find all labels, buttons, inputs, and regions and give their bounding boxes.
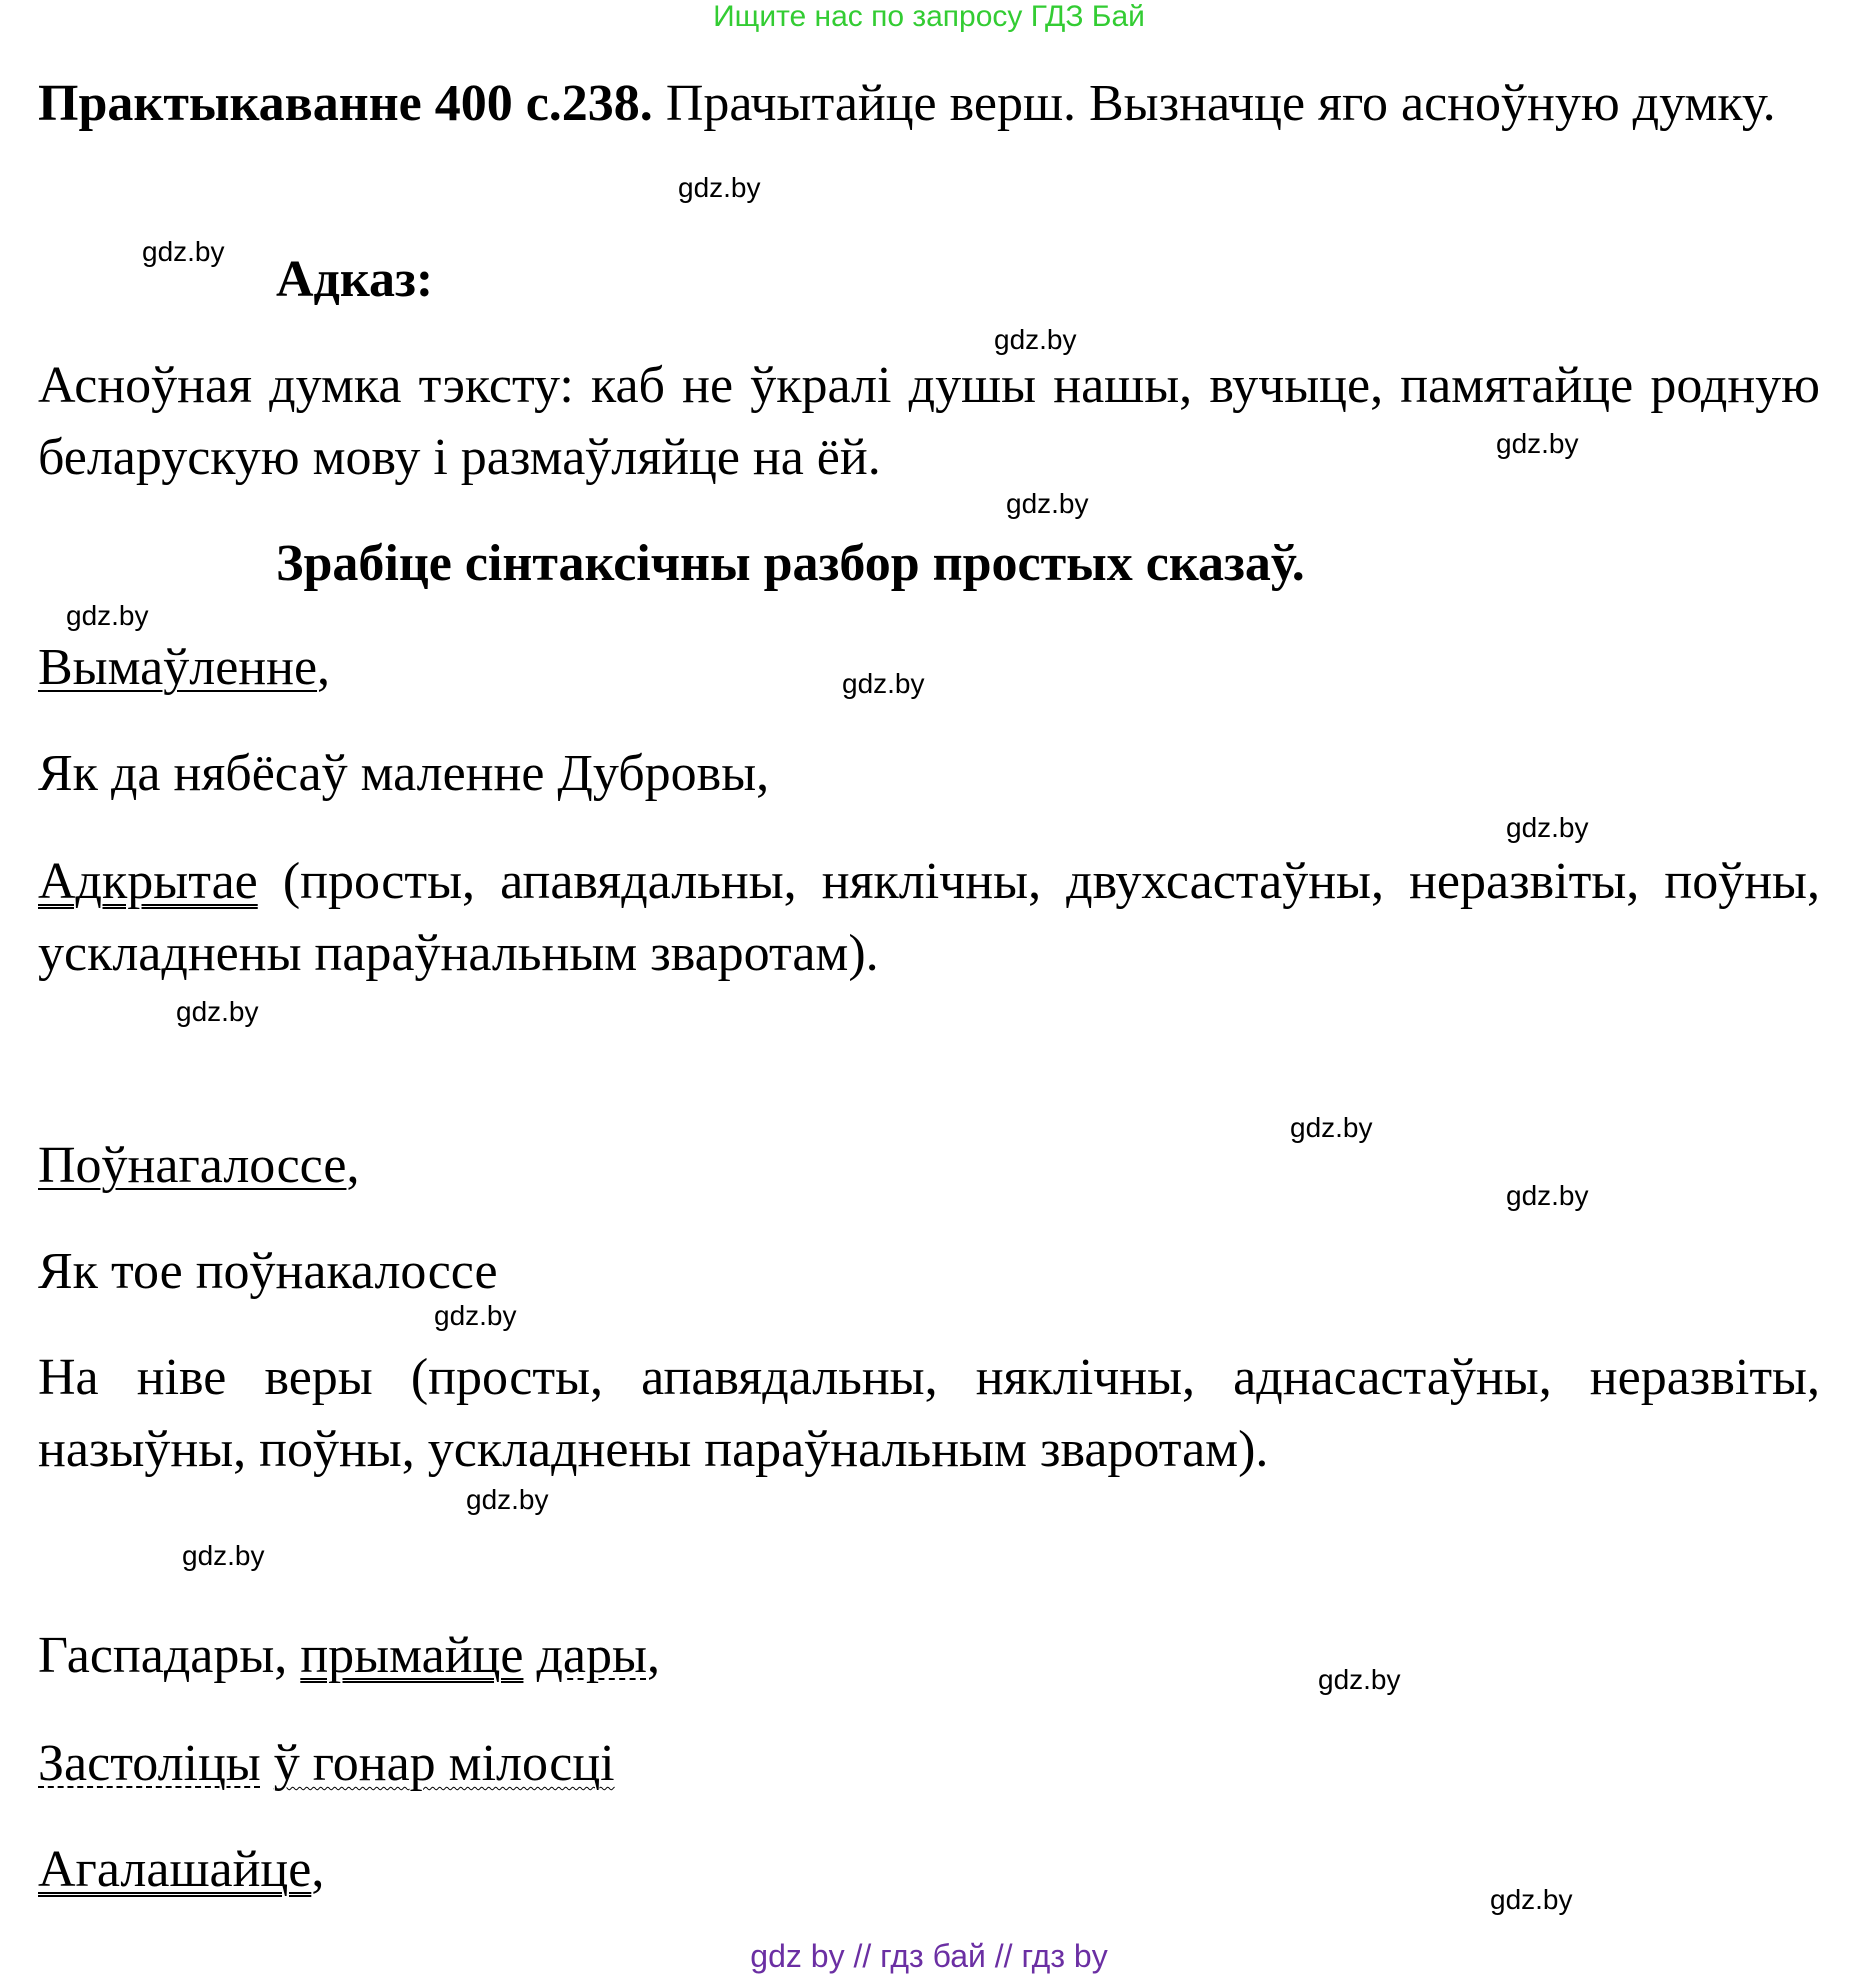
syntax-heading: Зрабіце сінтаксічны разбор простых сказаў.: [276, 535, 1305, 592]
sentence3-address: Гаспадары,: [38, 1627, 301, 1684]
sentence1-analysis: (просты, апавядальны, няклічны, двухсастаўны, неразвіты, поўны, ускладнены параўнальным зваротам).: [38, 853, 1820, 982]
sentence1-punct: ,: [317, 639, 331, 696]
watermark: gdz.by: [1506, 812, 1589, 843]
sentence3-line1: [38, 1620, 1820, 1692]
footer-links: gdz by // гдз бай // гдз by: [750, 1938, 1108, 1974]
task-text: Прачытайце верш. Вызначце яго асноўную думку.: [652, 75, 1776, 132]
watermark: gdz.by: [1290, 1112, 1373, 1143]
sentence3-object: дары: [536, 1627, 647, 1684]
sentence1-subject: Вымаўленне: [38, 639, 318, 696]
sentence3-line2-object: Застоліцы: [38, 1735, 261, 1792]
sentence2-line3: На ніве веры (просты, апавядальны, няклічны, аднасастаўны, неразвіты, назыўны, поўны, ускладнены параўнальным зваротам).: [38, 1349, 1820, 1478]
watermark: gdz.by: [182, 1540, 265, 1571]
task-label: Практыкаванне 400 с.238.: [38, 75, 653, 132]
sentence2-line2: Як тое поўнакалоссе: [38, 1243, 498, 1300]
sentence3-punct: ,: [646, 1627, 660, 1684]
sentence3-line2-space: [261, 1735, 274, 1792]
main-idea-text: Асноўная думка тэксту: каб не ўкралі душы нашы, вучыце, памятайце родную беларускую мову і размаўляйце на ёй.: [38, 357, 1820, 486]
top-banner: Ищите нас по запросу ГДЗ Бай: [713, 0, 1145, 33]
watermark: gdz.by: [842, 668, 925, 699]
watermark: gdz.by: [678, 172, 761, 203]
watermark: gdz.by: [1490, 1884, 1573, 1915]
watermark: gdz.by: [994, 324, 1077, 355]
watermark: gdz.by: [176, 996, 259, 1027]
sentence2-punct: ,: [346, 1137, 360, 1194]
watermark: gdz.by: [142, 236, 225, 267]
sentence3-line2: [38, 1728, 1820, 1800]
watermark: gdz.by: [434, 1300, 517, 1331]
sentence3-line3-punct: ,: [311, 1841, 325, 1898]
sentence1-line3: [38, 846, 1820, 990]
sentence1-predicate: Адкрытае: [38, 853, 258, 910]
sentence2-subject: Поўнагалоссе: [38, 1137, 347, 1194]
sentence1-line1: [38, 632, 1820, 704]
sentence3-line2-adverbial: ў гонар мілосці: [273, 1735, 615, 1792]
watermark: gdz.by: [1318, 1664, 1401, 1695]
sentence1-line2: Як да нябёсаў маленне Дубровы,: [38, 745, 770, 802]
watermark: gdz.by: [1496, 428, 1579, 459]
sentence3-line3-predicate: Агалашайце: [38, 1841, 312, 1898]
watermark: gdz.by: [1506, 1180, 1589, 1211]
sentence3-predicate: прымайце: [300, 1627, 524, 1684]
answer-heading: Адказ:: [276, 251, 434, 308]
watermark: gdz.by: [466, 1484, 549, 1515]
sentence3-space: [523, 1627, 536, 1684]
watermark: gdz.by: [66, 600, 149, 631]
task-statement: [38, 68, 1820, 140]
watermark: gdz.by: [1006, 488, 1089, 519]
